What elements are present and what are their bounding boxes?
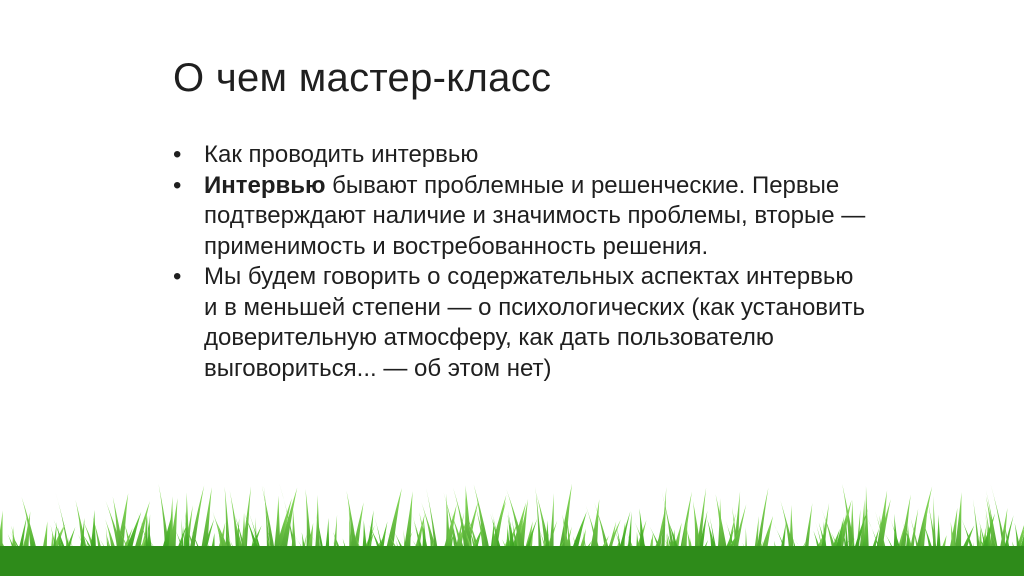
bullet-list (173, 140, 873, 384)
bullet-item-2 (173, 171, 873, 263)
slide-title: О чем мастер-класс (173, 56, 552, 100)
bullet-item-3 (173, 262, 873, 384)
bullet-text: Как проводить интервью (204, 141, 479, 168)
bullet-item-1 (173, 140, 873, 171)
bullet-icon: • (173, 141, 182, 168)
bullet-bold-term: Интервью (204, 171, 326, 199)
bullet-icon: • (173, 171, 182, 199)
grass-decoration (0, 466, 1024, 576)
slide-body (173, 140, 873, 384)
bullet-icon: • (173, 263, 182, 290)
bullet-text: бывают проблемные и решенческие. Первые подтверждают наличие и значимость проблемы, вторые — применимость и востребованность решения. (204, 171, 866, 260)
bullet-text: Мы будем говорить о содержательных аспектах интервью и в меньшей степени — о психологических (как установить доверительную атмосферу, как дать пользователю выговориться... — об этом нет) (204, 263, 865, 382)
